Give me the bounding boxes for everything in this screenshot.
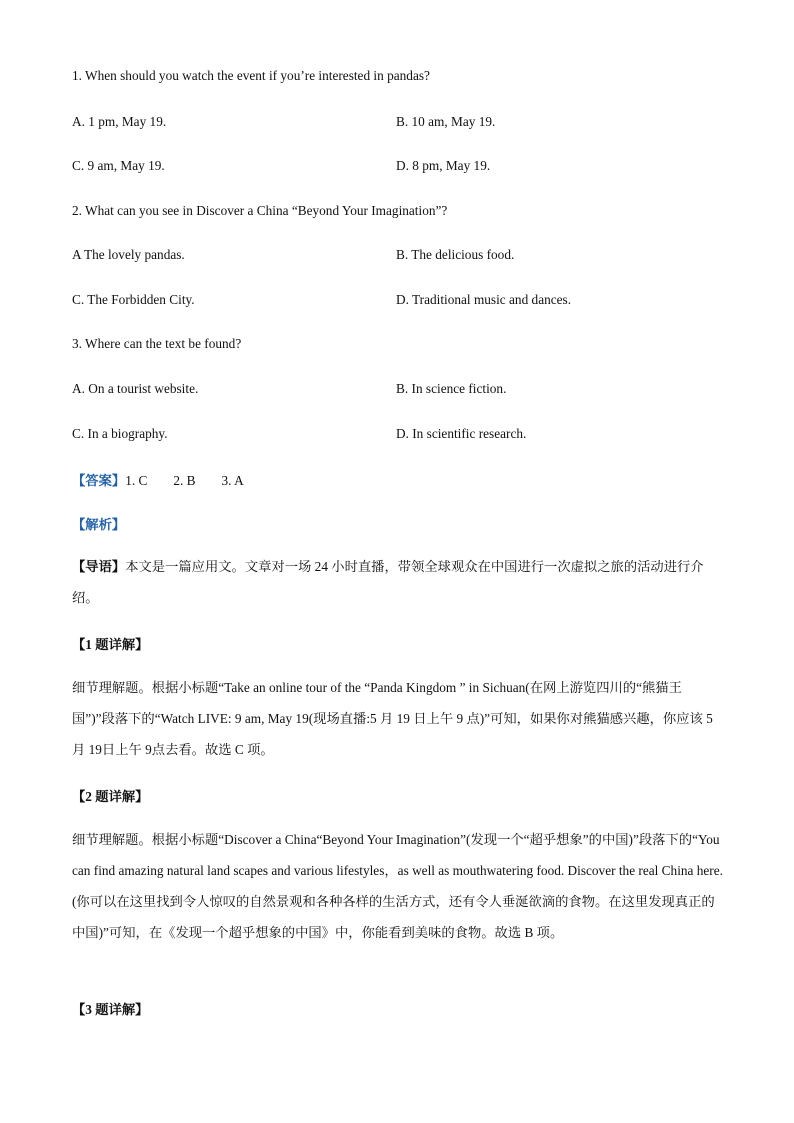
question-2-option-d: D. Traditional music and dances.	[396, 292, 572, 307]
answer-item-2: 2. B	[173, 473, 196, 488]
question-3-option-d: D. In scientific research.	[396, 426, 527, 441]
question-1-option-b: B. 10 am, May 19.	[396, 114, 496, 129]
answer-item-3: 3. A	[221, 473, 244, 488]
guide-paragraph	[72, 551, 724, 613]
question-3-option-c: C. In a biography.	[72, 426, 168, 441]
question-2-option-b: B. The delicious food.	[396, 247, 515, 262]
question-3-stem: 3. Where can the text be found?	[72, 336, 242, 351]
question-1-option-c: C. 9 am, May 19.	[72, 158, 165, 173]
question-2-option-a: A The lovely pandas.	[72, 247, 185, 262]
analysis-label: 【解析】	[72, 517, 126, 532]
guide-label: 【导语】	[72, 559, 126, 574]
question-3-option-a: A. On a tourist website.	[72, 381, 199, 396]
question-1-option-d: D. 8 pm, May 19.	[396, 158, 491, 173]
question-1-option-a: A. 1 pm, May 19.	[72, 114, 167, 129]
answer-label: 【答案】	[72, 473, 126, 488]
answer-row	[72, 470, 244, 489]
question-2-option-c: C. The Forbidden City.	[72, 292, 195, 307]
detail-3-label: 【3 题详解】	[72, 1002, 149, 1017]
answer-item-1: 1. C	[125, 473, 148, 488]
detail-1-label: 【1 题详解】	[72, 637, 149, 652]
guide-text: 本文是一篇应用文。文章对一场 24 小时直播，带领全球观众在中国进行一次虚拟之旅的活动进行介绍。	[72, 559, 704, 605]
question-2-stem: 2. What can you see in Discover a China “Beyond Your Imagination”?	[72, 203, 448, 218]
detail-1-text: 细节理解题。根据小标题“Take an online tour of the “Panda Kingdom ” in Sichuan(在网上游览四川的“熊猫王国”)”段落下的“Watch LIVE: 9 am, May 19(现场直播:5 月 19 日上午 9 点)”可知，如果你对熊猫感兴趣，你应该 5 月 19日上午 9点去看。故选 C 项。	[72, 680, 713, 757]
detail-2-label: 【2 题详解】	[72, 789, 149, 804]
question-3-option-b: B. In science fiction.	[396, 381, 507, 396]
detail-2-text: 细节理解题。根据小标题“Discover a China“Beyond Your Imagination”(发现一个“超乎想象”的中国)”段落下的“You can find amazing natural land scapes and various lifestyles，as well as mouthwatering food. Discover the real China here.(你可以在这里找到令人惊叹的自然景观和各种各样的生活方式，还有令人垂涎欲滴的食物。在这里发现真正的中国)”可知，在《发现一个超乎想象的中国》中，你能看到美味的食物。故选 B 项。	[72, 832, 723, 940]
question-1-stem: 1. When should you watch the event if you’re interested in pandas?	[72, 68, 430, 83]
